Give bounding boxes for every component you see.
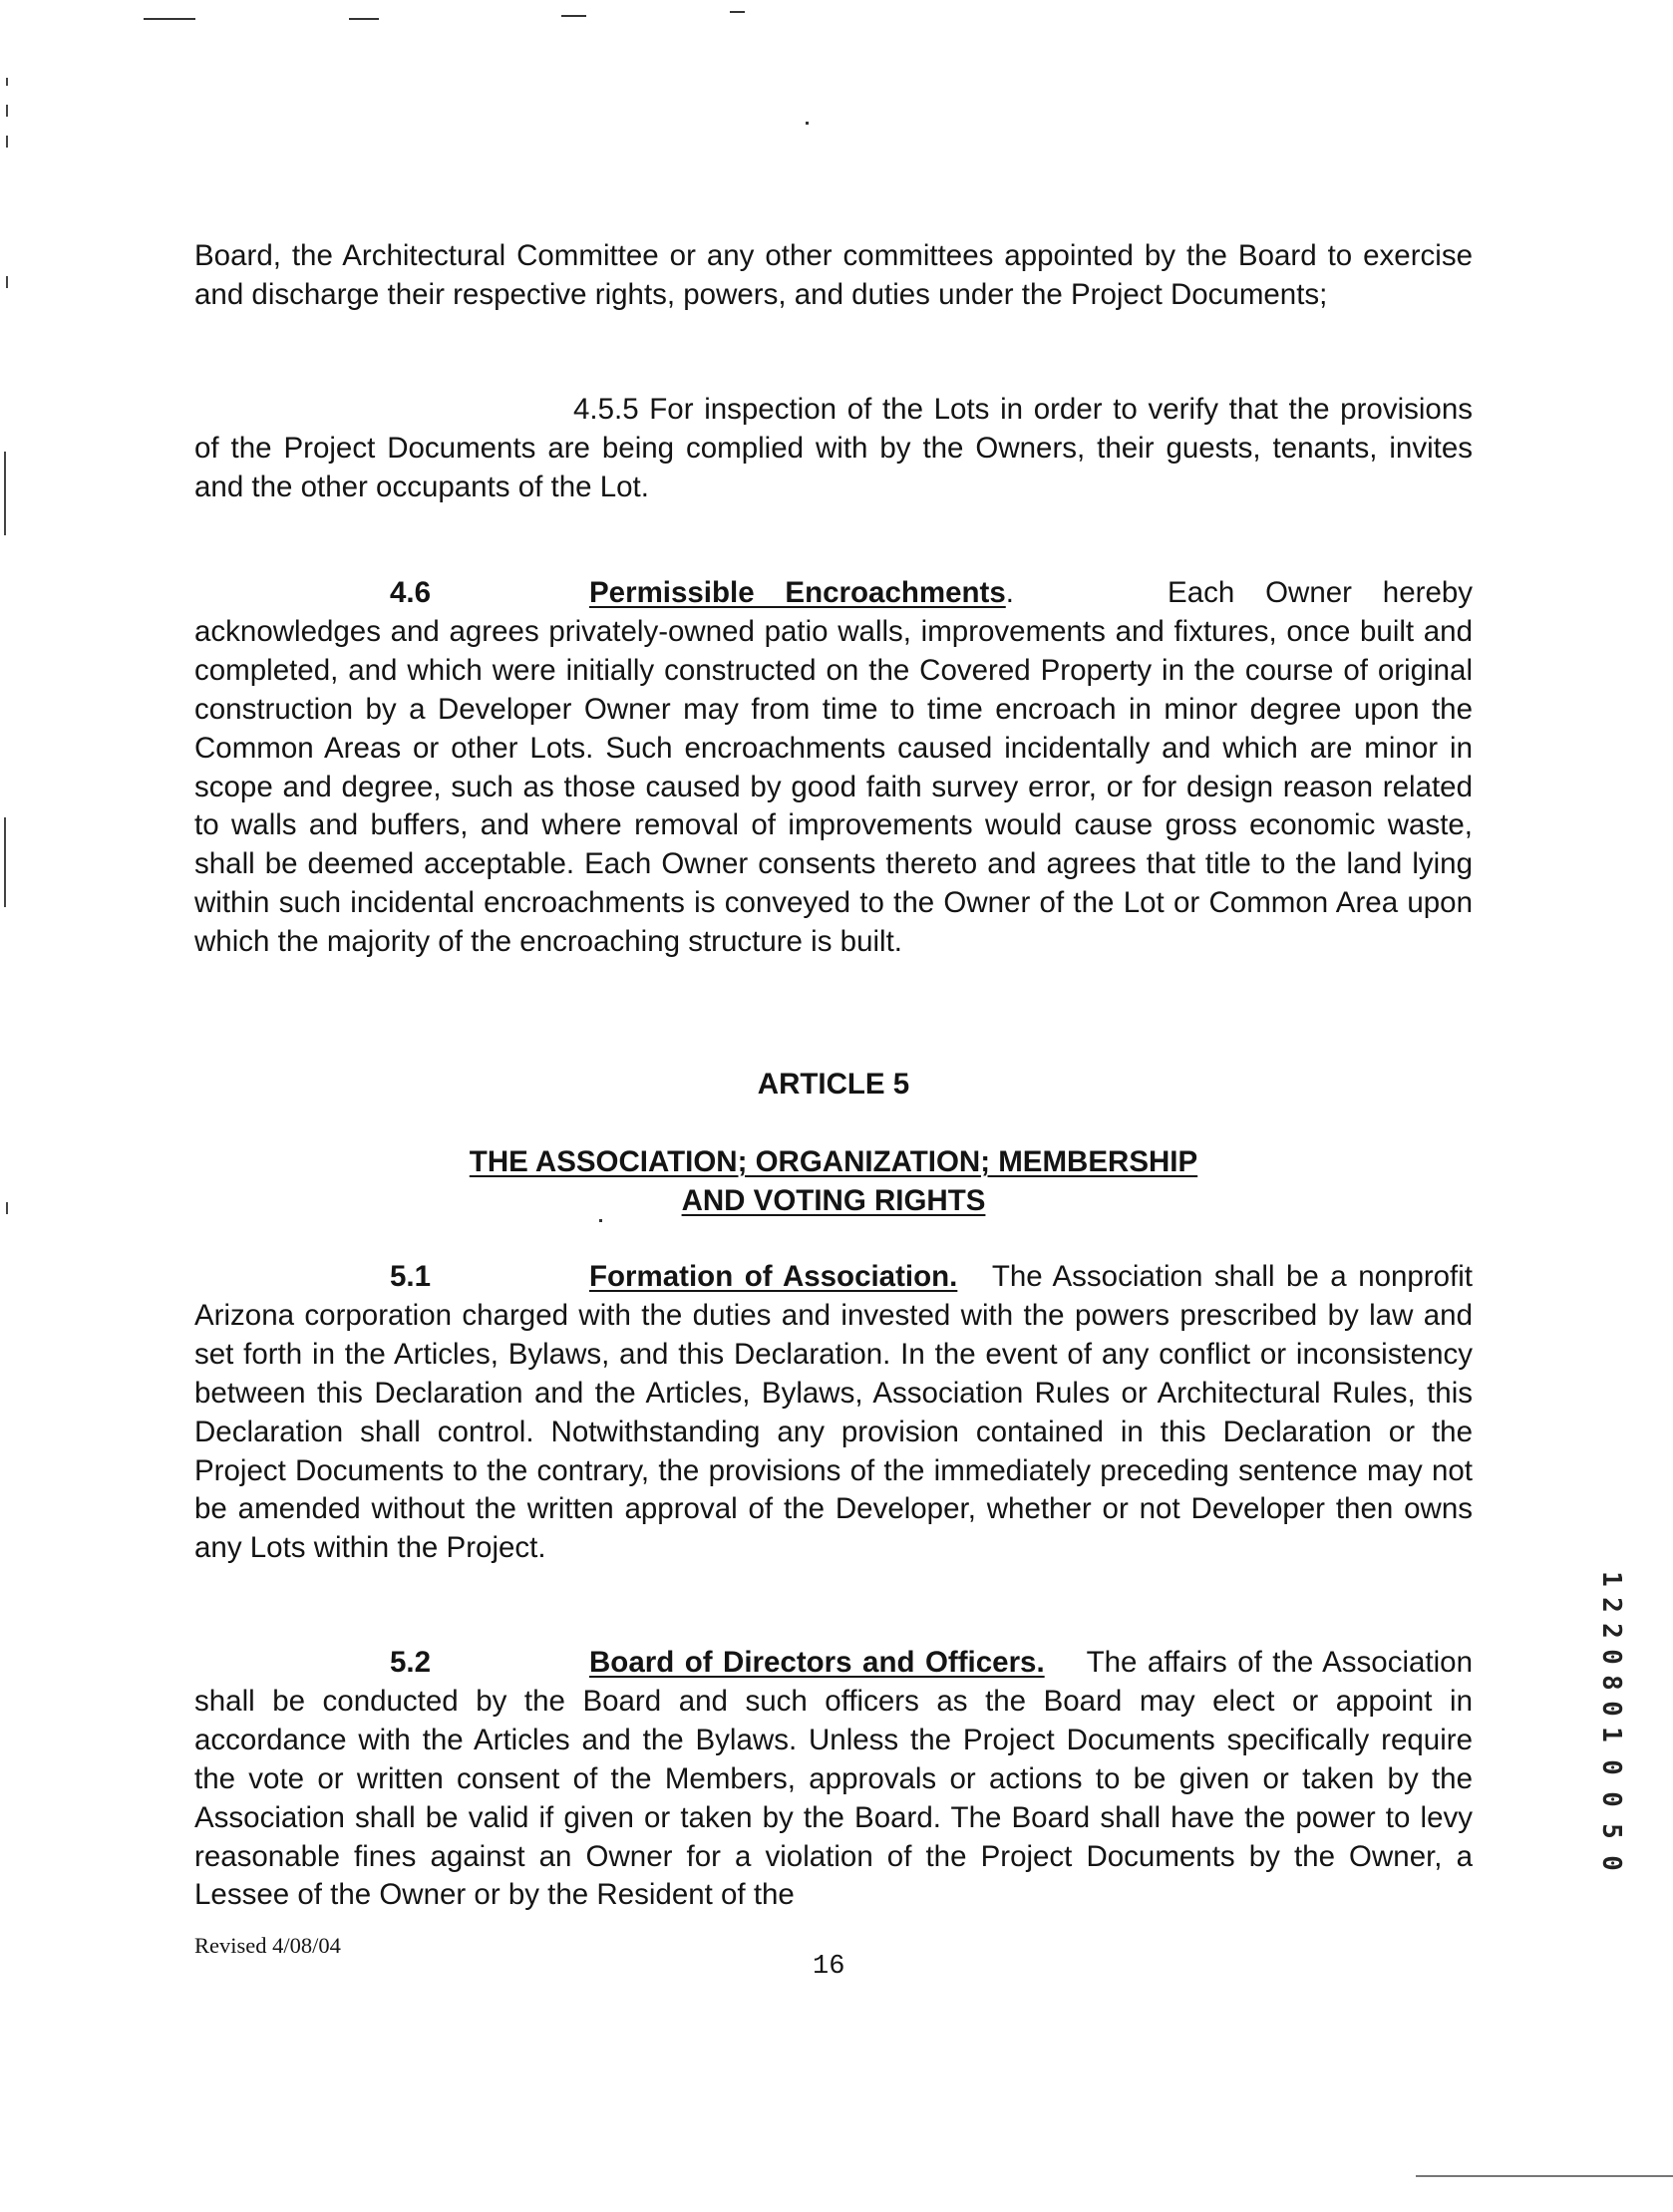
stamp-digit: 0: [1596, 1701, 1626, 1717]
stamp-digit: 1: [1596, 1571, 1626, 1587]
stamp-digit: 2: [1596, 1597, 1626, 1613]
scan-artifact-line: [561, 15, 586, 17]
stamp-digit: 0: [1596, 1791, 1626, 1807]
article-label: ARTICLE 5: [757, 1068, 910, 1101]
section-5-1: [194, 1258, 1473, 1568]
recording-stamp-lower: [1594, 1751, 1628, 1879]
scan-artifact-margin-mark: [6, 276, 8, 288]
section-title: Board of Directors and Officers.: [589, 1646, 1045, 1679]
scan-artifact-margin-mark: [6, 78, 8, 86]
scan-artifact-line: [349, 18, 379, 20]
stamp-digit: 5: [1596, 1823, 1626, 1839]
section-body: The affairs of the Association shall be conducted by the Board and such officers as the Board may elect or appoint in accordance with the Articles and the Bylaws. Unless the Project Documents specifically require the vote or written consent of the Members, approvals or actions to be given or taken by the Association shall be valid if given or taken by the Board. The Board shall have the power to levy reasonable fines against an Owner for a violation of the Project Documents by the Owner, a Lessee of the Owner or by the Resident of the: [194, 1646, 1473, 1912]
scan-artifact-line: [730, 11, 745, 13]
page-number: 16: [813, 1952, 845, 1982]
revision-date: Revised 4/08/04: [194, 1933, 341, 1958]
stamp-digit: 8: [1596, 1675, 1626, 1691]
section-body: Each Owner hereby acknowledges and agrees privately-owned patio walls, improvements and fixtures, once built and completed, and which were initially constructed on the Covered Property in the course of original construction by a Developer Owner may from time to time encroach in minor degree upon the Common Areas or other Lots. Such encroachments caused incidentally and which are minor in scope and degree, such as those caused by good faith survey error, or for design reason related to walls and buffers, and where removal of improvements would cause gross economic waste, shall be deemed acceptable. Each Owner consents thereto and agrees that title to the land lying within such incidental encroachments is conveyed to the Owner of the Lot or Common Area upon which the majority of the encroaching structure is built.: [194, 576, 1474, 959]
article-title-text: AND VOTING RIGHTS: [681, 1184, 986, 1217]
section-number: 5.1: [390, 1260, 432, 1293]
section-title-punctuation: .: [1005, 576, 1014, 609]
section-title: Permissible Encroachments: [589, 576, 1006, 609]
stamp-digit: 0: [1596, 1759, 1626, 1775]
article-title-text: THE ASSOCIATION; ORGANIZATION; MEMBERSHIP: [469, 1145, 1198, 1178]
scan-artifact-margin-mark: [4, 452, 6, 535]
paragraph-4-5-5: 4.5.5 For inspection of the Lots in order to verify that the provisions of the Project Documents are being complied with by the Owners, their guests, tenants, invites and the other occupants of the Lot.: [194, 393, 1473, 503]
section-body: The Association shall be a nonprofit Arizona corporation charged with the duties and invested with the powers prescribed by law and set forth in the Articles, Bylaws, and this Declaration. In the event of any conflict or inconsistency between this Declaration and the Articles, Bylaws, Association Rules or Architectural Rules, this Declaration shall control. Notwithstanding any provision contained in this Declaration or the Project Documents to the contrary, the provisions of the immediately preceding sentence may not be amended without the written approval of the Developer, whether or not Developer then owns any Lots within the Project.: [194, 1260, 1473, 1565]
paragraph-continued: Board, the Architectural Committee or any other committees appointed by the Board to exercise and discharge their respective rights, powers, and duties under the Project Documents;: [194, 239, 1473, 311]
section-5-2: [194, 1644, 1473, 1915]
scan-artifact-dot: [806, 122, 809, 125]
stamp-digit: 1: [1596, 1727, 1626, 1742]
scan-artifact-line: [1416, 2175, 1673, 2177]
article-title-line-1: [194, 1143, 1473, 1182]
article-title-line-2: [194, 1182, 1473, 1221]
section-number: 4.6: [390, 576, 432, 609]
recording-stamp-upper: [1594, 1566, 1628, 1747]
stamp-digit: 0: [1596, 1855, 1626, 1871]
section-number: 5.2: [390, 1646, 432, 1679]
section-4-6: [194, 574, 1473, 962]
stamp-digit: 0: [1596, 1649, 1626, 1665]
stamp-digit: 2: [1596, 1623, 1626, 1639]
scan-artifact-line: [144, 18, 195, 20]
scan-artifact-margin-mark: [4, 817, 6, 907]
scan-artifact-margin-mark: [6, 105, 8, 117]
section-title: Formation of Association.: [589, 1260, 958, 1293]
scan-artifact-margin-mark: [6, 1202, 8, 1214]
scan-artifact-margin-mark: [6, 136, 8, 148]
